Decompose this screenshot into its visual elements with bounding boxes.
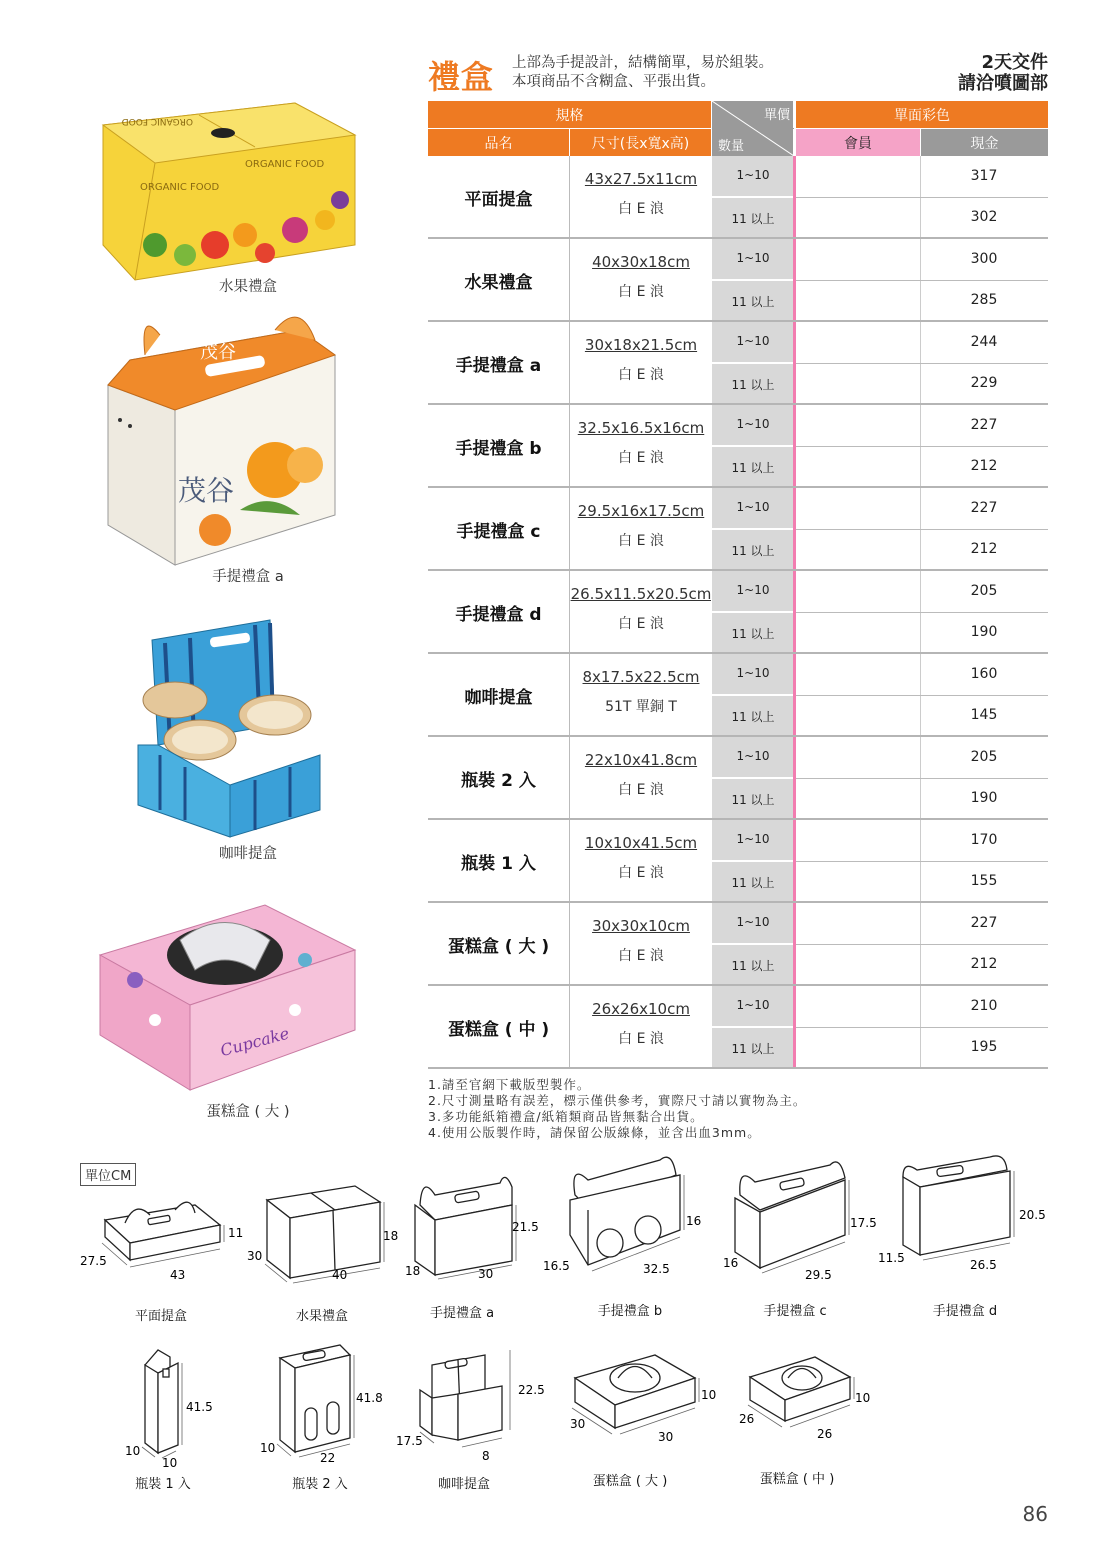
qty-cell bbox=[711, 405, 794, 487]
diagram-handle-box-a bbox=[400, 1175, 550, 1285]
qty-tier-1: 1~10 bbox=[736, 915, 770, 929]
diagram-cake-box-medium bbox=[730, 1345, 890, 1450]
diagram-label: 手提禮盒 d bbox=[932, 1304, 998, 1319]
diagram-fruit-box bbox=[245, 1180, 410, 1285]
qty-cell bbox=[711, 488, 794, 570]
cash-price-tier-2: 190 bbox=[970, 624, 998, 640]
cash-price-tier-2: 212 bbox=[970, 956, 998, 972]
qty-divider bbox=[712, 528, 794, 530]
table-row bbox=[428, 737, 1048, 820]
product-name: 蛋糕盒 ( 大 ) bbox=[447, 936, 550, 957]
product-material: 白 E 浪 bbox=[618, 782, 664, 798]
product-material: 白 E 浪 bbox=[618, 533, 664, 549]
product-name: 咖啡提盒 bbox=[464, 687, 533, 708]
diagram-label: 咖啡提盒 bbox=[437, 1477, 490, 1492]
dim-depth: 16.5 bbox=[543, 1259, 570, 1273]
qty-tier-2: 11 以上 bbox=[731, 378, 775, 392]
delivery-line-2: 請洽噴圖部 bbox=[958, 73, 1048, 94]
product-name: 瓶裝 2 入 bbox=[461, 770, 536, 791]
dim-width: 8 bbox=[482, 1449, 490, 1463]
diagram-label: 蛋糕盒 ( 中 ) bbox=[759, 1472, 835, 1487]
qty-cell bbox=[711, 986, 794, 1068]
qty-tier-2: 11 以上 bbox=[731, 544, 775, 558]
qty-tier-2: 11 以上 bbox=[731, 793, 775, 807]
product-size: 26x26x10cm bbox=[592, 1000, 690, 1018]
diagram-bottle-1 bbox=[120, 1345, 220, 1470]
caption-fruit-box: 水果禮盒 bbox=[219, 279, 277, 295]
diagram-label: 手提禮盒 c bbox=[763, 1304, 827, 1319]
product-size: 43x27.5x11cm bbox=[584, 170, 698, 188]
product-name: 平面提盒 bbox=[464, 189, 533, 210]
dim-length: 29.5 bbox=[805, 1268, 832, 1280]
row-divider bbox=[428, 1067, 1048, 1069]
cash-price-tier-2: 285 bbox=[970, 292, 998, 308]
cash-price-tier-1: 227 bbox=[970, 417, 998, 433]
unit-label: 單位CM bbox=[80, 1163, 136, 1186]
product-material: 51T 單銅 T bbox=[605, 699, 677, 715]
cash-price-tier-1: 170 bbox=[970, 832, 998, 848]
delivery-line-1: 2天交件 bbox=[981, 52, 1048, 73]
qty-cell bbox=[711, 820, 794, 902]
dim-length: 26.5 bbox=[970, 1258, 997, 1272]
diagram-label: 手提禮盒 b bbox=[597, 1304, 663, 1319]
qty-tier-2: 11 以上 bbox=[731, 212, 775, 226]
qty-tier-2: 11 以上 bbox=[731, 876, 775, 890]
cash-price-tier-1: 317 bbox=[970, 168, 998, 184]
product-size: 29.5x16x17.5cm bbox=[577, 502, 705, 520]
table-row bbox=[428, 488, 1048, 571]
dim-depth: 18 bbox=[405, 1264, 421, 1278]
organic-text: ORGANIC FOOD bbox=[245, 159, 325, 170]
dim-depth: 26 bbox=[739, 1412, 755, 1426]
diagram-flat-box bbox=[80, 1195, 250, 1290]
diagram-label: 水果禮盒 bbox=[295, 1309, 348, 1324]
qty-cell bbox=[711, 239, 794, 321]
cash-price-tier-1: 227 bbox=[970, 500, 998, 516]
caption-cake-box-large: 蛋糕盒 ( 大 ) bbox=[206, 1104, 290, 1120]
qty-cell bbox=[711, 322, 794, 404]
cash-price-tier-1: 205 bbox=[970, 749, 998, 765]
table-row bbox=[428, 903, 1048, 986]
dim-length: 32.5 bbox=[643, 1262, 670, 1276]
delivery-note bbox=[958, 52, 1048, 94]
organic-text: ORGANIC FOOD bbox=[121, 116, 193, 126]
qty-divider bbox=[712, 694, 794, 696]
product-size: 30x18x21.5cm bbox=[584, 336, 698, 354]
brand-text: 茂谷 bbox=[200, 342, 236, 363]
desc-line-1: 上部為手提設計，結構簡單，易於組裝。 bbox=[512, 55, 773, 71]
table-row bbox=[428, 654, 1048, 737]
header-unit-price: 單價 bbox=[763, 108, 790, 123]
qty-tier-1: 1~10 bbox=[736, 998, 770, 1012]
page-number: 86 bbox=[1022, 1502, 1048, 1526]
qty-divider bbox=[712, 1026, 794, 1028]
dim-height: 41.5 bbox=[186, 1400, 213, 1414]
product-material: 白 E 浪 bbox=[618, 367, 664, 383]
size-cell bbox=[569, 654, 712, 736]
row-mid-line bbox=[796, 861, 1048, 862]
qty-divider bbox=[712, 943, 794, 945]
notes-list bbox=[428, 1077, 806, 1141]
table-row bbox=[428, 156, 1048, 239]
product-name: 手提禮盒 b bbox=[455, 438, 542, 459]
row-mid-line bbox=[796, 695, 1048, 696]
product-name: 蛋糕盒 ( 中 ) bbox=[447, 1019, 550, 1040]
header-spec: 規格 bbox=[428, 101, 711, 128]
product-material: 白 E 浪 bbox=[618, 201, 664, 217]
header-name: 品名 bbox=[428, 129, 569, 156]
row-mid-line bbox=[796, 944, 1048, 945]
product-name: 瓶裝 1 入 bbox=[461, 853, 536, 874]
caption-handle-box-a: 手提禮盒 a bbox=[212, 569, 284, 585]
row-mid-line bbox=[796, 280, 1048, 281]
table-row bbox=[428, 322, 1048, 405]
dim-width: 22 bbox=[320, 1451, 336, 1465]
dim-depth: 27.5 bbox=[80, 1254, 107, 1268]
row-mid-line bbox=[796, 612, 1048, 613]
product-name: 手提禮盒 d bbox=[455, 604, 542, 625]
brand-text: 茂谷 bbox=[178, 474, 235, 507]
diagram-label: 瓶裝 1 入 bbox=[135, 1477, 191, 1492]
header-member: 會員 bbox=[793, 129, 920, 156]
product-size: 40x30x18cm bbox=[592, 253, 690, 271]
table-row bbox=[428, 820, 1048, 903]
cash-price-tier-2: 155 bbox=[970, 873, 998, 889]
dim-depth: 10 bbox=[125, 1444, 141, 1458]
qty-tier-2: 11 以上 bbox=[731, 1042, 775, 1056]
dim-height: 10 bbox=[701, 1388, 717, 1402]
cupcake-text: Cupcake bbox=[218, 1023, 292, 1061]
product-name: 手提禮盒 c bbox=[456, 521, 541, 542]
product-size: 22x10x41.8cm bbox=[584, 751, 698, 769]
dim-height: 16 bbox=[686, 1214, 702, 1228]
dim-depth: 10 bbox=[260, 1441, 276, 1455]
product-material: 白 E 浪 bbox=[618, 948, 664, 964]
note-item: 3.多功能紙箱禮盒/紙箱類商品皆無黏合出貨。 bbox=[428, 1109, 704, 1124]
dim-depth: 11.5 bbox=[878, 1251, 905, 1265]
fruit-box-image bbox=[95, 95, 360, 285]
product-material: 白 E 浪 bbox=[618, 284, 664, 300]
qty-divider bbox=[712, 362, 794, 364]
dim-height: 11 bbox=[228, 1226, 244, 1240]
header-single-color: 單面彩色 bbox=[793, 101, 1048, 128]
row-mid-line bbox=[796, 363, 1048, 364]
note-item: 1.請至官網下載版型製作。 bbox=[428, 1077, 591, 1092]
dim-width: 10 bbox=[162, 1456, 178, 1470]
page-title: 禮盒 bbox=[428, 58, 495, 96]
cash-price-tier-2: 190 bbox=[970, 790, 998, 806]
dim-width: 30 bbox=[658, 1430, 674, 1444]
size-cell bbox=[569, 156, 712, 238]
size-cell bbox=[569, 571, 712, 653]
header-price-qty-cell bbox=[711, 101, 794, 156]
handle-box-a-image bbox=[100, 300, 340, 570]
cash-price-tier-1: 244 bbox=[970, 334, 998, 350]
diagram-label: 蛋糕盒 ( 大 ) bbox=[592, 1474, 668, 1489]
qty-divider bbox=[712, 196, 794, 198]
cash-price-tier-1: 160 bbox=[970, 666, 998, 682]
size-cell bbox=[569, 239, 712, 321]
cash-price-tier-2: 229 bbox=[970, 375, 998, 391]
size-cell bbox=[569, 903, 712, 985]
product-name: 手提禮盒 a bbox=[455, 355, 542, 376]
organic-text: ORGANIC FOOD bbox=[140, 182, 220, 193]
desc-line-2: 本項商品不含糊盒、平張出貨。 bbox=[512, 74, 715, 90]
diagram-cake-box-large bbox=[560, 1340, 720, 1455]
qty-tier-2: 11 以上 bbox=[731, 461, 775, 475]
product-size: 8x17.5x22.5cm bbox=[582, 668, 700, 686]
dim-length: 30 bbox=[478, 1267, 494, 1281]
product-material: 白 E 浪 bbox=[618, 616, 664, 632]
diagram-label: 手提禮盒 a bbox=[429, 1306, 495, 1321]
table-row bbox=[428, 239, 1048, 322]
row-mid-line bbox=[796, 1027, 1048, 1028]
diagram-handle-box-c bbox=[720, 1160, 885, 1280]
dim-depth: 17.5 bbox=[396, 1434, 423, 1448]
cash-price-tier-2: 212 bbox=[970, 458, 998, 474]
note-item: 2.尺寸測量略有誤差，標示僅供參考，實際尺寸請以實物為主。 bbox=[428, 1093, 807, 1108]
qty-divider bbox=[712, 860, 794, 862]
dim-length: 40 bbox=[332, 1268, 348, 1282]
size-cell bbox=[569, 488, 712, 570]
product-material: 白 E 浪 bbox=[618, 865, 664, 881]
cash-price-tier-2: 195 bbox=[970, 1039, 998, 1055]
dim-height: 20.5 bbox=[1019, 1208, 1046, 1222]
header-cash: 現金 bbox=[920, 129, 1048, 156]
product-size: 30x30x10cm bbox=[592, 917, 690, 935]
qty-divider bbox=[712, 279, 794, 281]
qty-tier-1: 1~10 bbox=[736, 749, 770, 763]
qty-tier-1: 1~10 bbox=[736, 251, 770, 265]
dim-height: 21.5 bbox=[512, 1220, 539, 1234]
qty-tier-2: 11 以上 bbox=[731, 627, 775, 641]
diagram-handle-box-b bbox=[540, 1155, 720, 1280]
qty-tier-1: 1~10 bbox=[736, 168, 770, 182]
cash-price-tier-1: 300 bbox=[970, 251, 998, 267]
cash-price-tier-1: 227 bbox=[970, 915, 998, 931]
qty-tier-2: 11 以上 bbox=[731, 959, 775, 973]
caption-coffee-box: 咖啡提盒 bbox=[219, 846, 277, 862]
qty-tier-1: 1~10 bbox=[736, 500, 770, 514]
size-cell bbox=[569, 405, 712, 487]
qty-tier-1: 1~10 bbox=[736, 666, 770, 680]
table-row bbox=[428, 571, 1048, 654]
dim-height: 17.5 bbox=[850, 1216, 877, 1230]
row-mid-line bbox=[796, 197, 1048, 198]
qty-divider bbox=[712, 445, 794, 447]
dim-height: 41.8 bbox=[356, 1391, 383, 1405]
qty-cell bbox=[711, 737, 794, 819]
diagram-coffee-box bbox=[390, 1340, 550, 1465]
product-size: 10x10x41.5cm bbox=[584, 834, 698, 852]
dim-depth: 30 bbox=[247, 1249, 263, 1263]
qty-tier-1: 1~10 bbox=[736, 832, 770, 846]
product-material: 白 E 浪 bbox=[618, 450, 664, 466]
cash-price-tier-2: 212 bbox=[970, 541, 998, 557]
header-qty: 數量 bbox=[718, 139, 745, 154]
dim-height: 22.5 bbox=[518, 1383, 545, 1397]
dim-height: 18 bbox=[383, 1229, 399, 1243]
row-mid-line bbox=[796, 778, 1048, 779]
diagram-bottle-2 bbox=[255, 1340, 390, 1465]
qty-divider bbox=[712, 611, 794, 613]
qty-cell bbox=[711, 571, 794, 653]
qty-divider bbox=[712, 777, 794, 779]
qty-tier-2: 11 以上 bbox=[731, 295, 775, 309]
header-description bbox=[512, 54, 773, 92]
product-material: 白 E 浪 bbox=[618, 1031, 664, 1047]
cash-price-tier-1: 205 bbox=[970, 583, 998, 599]
qty-cell bbox=[711, 903, 794, 985]
size-cell bbox=[569, 322, 712, 404]
diagram-handle-box-d bbox=[875, 1155, 1055, 1275]
cash-price-tier-2: 302 bbox=[970, 209, 998, 225]
qty-tier-1: 1~10 bbox=[736, 583, 770, 597]
size-cell bbox=[569, 737, 712, 819]
row-mid-line bbox=[796, 529, 1048, 530]
table-row bbox=[428, 405, 1048, 488]
qty-tier-1: 1~10 bbox=[736, 334, 770, 348]
row-mid-line bbox=[796, 446, 1048, 447]
size-cell bbox=[569, 820, 712, 902]
product-size: 32.5x16.5x16cm bbox=[577, 419, 705, 437]
qty-tier-2: 11 以上 bbox=[731, 710, 775, 724]
qty-cell bbox=[711, 156, 794, 238]
dim-length: 43 bbox=[170, 1268, 186, 1282]
note-item: 4.使用公版製作時，請保留公版線條，並含出血3mm。 bbox=[428, 1125, 761, 1140]
header-size: 尺寸(長x寬x高) bbox=[569, 129, 711, 156]
product-size: 26.5x11.5x20.5cm bbox=[570, 585, 712, 603]
cake-box-image bbox=[95, 900, 360, 1095]
dim-depth: 16 bbox=[723, 1256, 739, 1270]
dim-depth: 30 bbox=[570, 1417, 586, 1431]
qty-cell bbox=[711, 654, 794, 736]
product-name: 水果禮盒 bbox=[464, 272, 533, 293]
coffee-box-image bbox=[130, 605, 330, 845]
diagram-label: 平面提盒 bbox=[134, 1309, 187, 1324]
dim-height: 10 bbox=[855, 1391, 871, 1405]
table-row bbox=[428, 986, 1048, 1069]
cash-price-tier-1: 210 bbox=[970, 998, 998, 1014]
diagram-label: 瓶裝 2 入 bbox=[292, 1477, 348, 1492]
size-cell bbox=[569, 986, 712, 1068]
dim-width: 26 bbox=[817, 1427, 833, 1441]
cash-price-tier-2: 145 bbox=[970, 707, 998, 723]
qty-tier-1: 1~10 bbox=[736, 417, 770, 431]
